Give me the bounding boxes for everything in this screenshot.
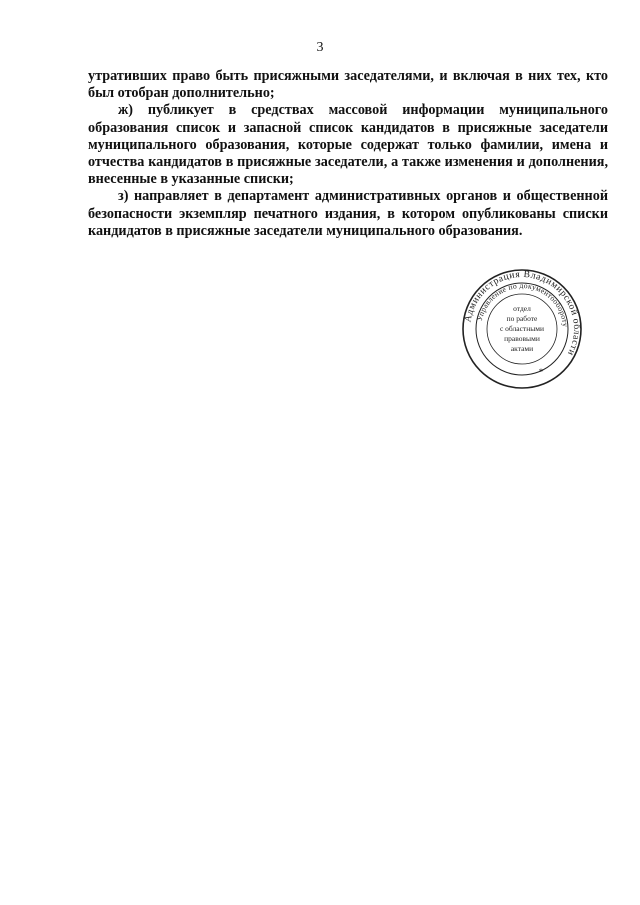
page-number: 3 (316, 40, 324, 55)
stamp-center-line-2: по работе (506, 314, 538, 323)
stamp-outer-ring-path: Администрация Владимирской области (462, 268, 583, 358)
document-body (88, 68, 608, 240)
stamp-center-line-3: с областными (499, 324, 545, 333)
stamp-center-line-5: актами (510, 344, 534, 353)
stamp-star: * (538, 367, 544, 377)
official-stamp (461, 268, 583, 390)
paragraph-continuation: утративших право быть присяжными заседателями, и включая в них тех, кто был отобран дополнительно; (88, 68, 608, 102)
paragraph-item-z: з) направляет в департамент административных органов и общественной безопасности экземпляр печатного издания, в котором опубликованы списки кандидатов в присяжные заседатели муниципального образования. (88, 188, 608, 239)
stamp-center-line-4: правовыми (504, 334, 540, 343)
stamp-inner-ring-path: Управление по документообороту (474, 280, 570, 328)
stamp-center-line-1: отдел (513, 304, 531, 313)
paragraph-item-zh: ж) публикует в средствах массовой информации муниципального образования список и запасной список кандидатов в присяжные заседатели муниципального образования, которые содержат только фамилии, имена и отчества кандидатов в присяжные заседатели, а также изменения и дополнения, внесенные в указанные списки; (88, 102, 608, 188)
